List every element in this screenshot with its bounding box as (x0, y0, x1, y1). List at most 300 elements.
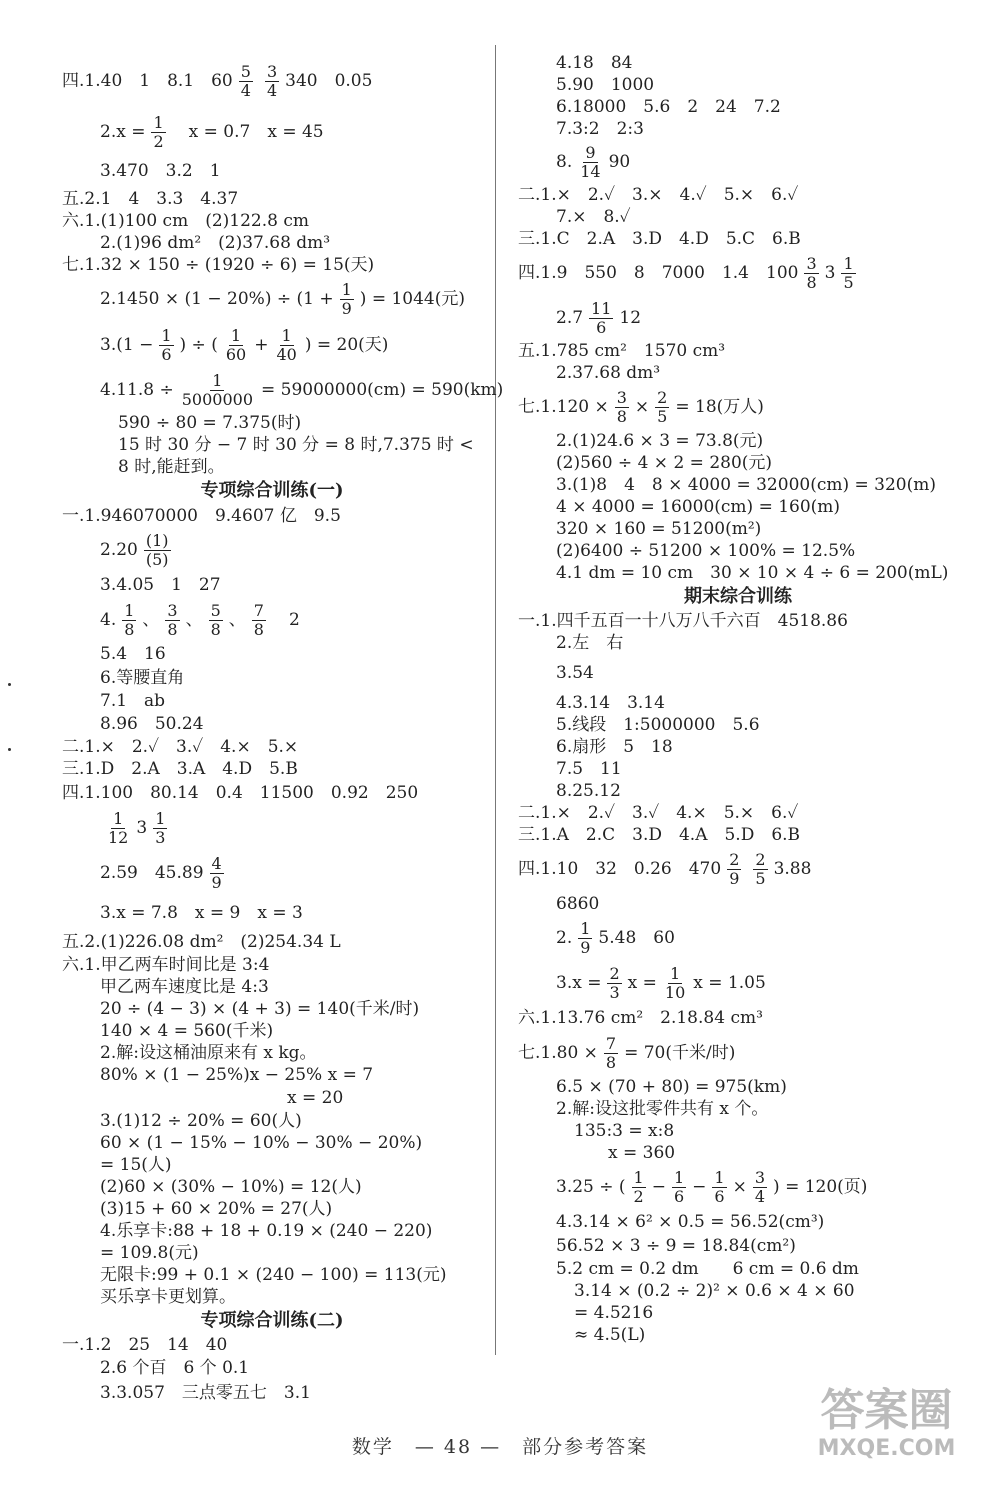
fraction (144, 532, 171, 569)
answer-text: 590 ÷ 80 = 7.375(时) (118, 413, 302, 433)
answer-text: 专项综合训练(一) (200, 480, 344, 501)
answer-text: 七.1.80 × (518, 1043, 598, 1063)
answer-text: 一.1.2 25 14 40 (62, 1335, 228, 1355)
answer-text: 8.96 50.24 (100, 714, 204, 734)
watermark-url: MXQE.COM (817, 1436, 956, 1461)
answer-line (518, 96, 958, 118)
fraction-denominator: 8 (253, 619, 264, 639)
fraction-numerator: 1 (843, 253, 854, 273)
answer-line (62, 758, 482, 780)
fraction (165, 602, 179, 639)
answer-text: 4.乐享卡:88 + 18 + 0.19 × (240 − 220) (100, 1221, 433, 1241)
fraction-denominator: 6 (596, 317, 607, 337)
answer-text: x = (627, 973, 657, 993)
fraction-numerator: 5 (210, 600, 221, 620)
answer-text: − (651, 1177, 666, 1197)
answer-text: 六.1.甲乙两车时间比是 3:4 (62, 955, 270, 975)
answer-line (518, 824, 958, 846)
answer-text: 3 (824, 263, 836, 283)
answer-line (62, 1198, 482, 1220)
answer-text: 3.14 × (0.2 ÷ 2)² × 0.6 × 4 × 60 (574, 1281, 855, 1301)
answer-line (62, 1176, 482, 1198)
answer-text: 五.1.785 cm² 1570 cm³ (518, 341, 726, 361)
answer-text: ) = 120(页) (773, 1177, 868, 1197)
answer-text: = 18(万人) (675, 397, 764, 417)
answer-text: 60 × (1 − 15% − 10% − 30% − 20%) (100, 1133, 423, 1153)
answer-text: x = 360 (574, 1143, 676, 1163)
watermark-logo (799, 1386, 974, 1461)
answer-text: ≈ 4.5(L) (574, 1325, 646, 1345)
answer-text: 2.20 (100, 540, 138, 560)
answer-text: 一.1.四千五百一十八万八千六百 4518.86 (518, 611, 848, 631)
answer-text: x = 0.7 x = 45 (171, 122, 324, 142)
answer-line (62, 1380, 482, 1406)
fraction-denominator: 8 (167, 619, 178, 639)
answer-line (518, 340, 958, 362)
answer-text: 四.1.9 550 8 7000 1.4 100 (518, 263, 799, 283)
answer-line (62, 276, 482, 322)
fraction (607, 965, 621, 1002)
section-heading (62, 1308, 482, 1334)
fraction-numerator: 2 (609, 963, 620, 983)
answer-text: 七.1.120 × (518, 397, 609, 417)
fraction (578, 920, 592, 957)
fraction-denominator: (5) (145, 549, 169, 569)
answer-text: 四.1.100 80.14 0.4 11500 0.92 250 (62, 783, 419, 803)
answer-text: 2.左 右 (556, 633, 624, 653)
answer-line (62, 528, 482, 572)
fraction (122, 602, 136, 639)
fraction-numerator: 1 (155, 808, 166, 828)
answer-line (518, 610, 958, 632)
answer-text: 4.3.14 3.14 (556, 693, 665, 713)
answer-text: 2 (271, 610, 300, 630)
answer-text: 二.1.× 2.✓ 3.✓ 4.× 5.× 6.✓ (518, 803, 799, 823)
answer-column-right (518, 52, 958, 1346)
answer-text: 3.25 ÷ ( (556, 1177, 626, 1197)
answer-text: x = 20 (100, 1088, 344, 1108)
fraction-denominator: 4 (266, 80, 278, 100)
answer-text: 8. (556, 152, 573, 172)
answer-text: 5.线段 1:5000000 5.6 (556, 715, 760, 735)
answer-line (62, 690, 482, 712)
fraction-denominator: 8 (124, 619, 135, 639)
answer-line (518, 960, 958, 1006)
answer-line (62, 850, 482, 896)
fraction (632, 1169, 646, 1206)
answer-line (62, 1286, 482, 1308)
answer-line (518, 540, 958, 562)
answer-line (518, 1280, 958, 1302)
answer-line (62, 188, 482, 210)
watermark-title: 答案圈 (820, 1385, 953, 1436)
answer-text: 四.1.10 32 0.26 470 (518, 859, 722, 879)
answer-text: 2.(1)24.6 × 3 = 73.8(元) (556, 431, 764, 451)
answer-text: 3.54 (556, 663, 594, 683)
fraction-numerator: 7 (605, 1033, 617, 1053)
answer-text: 80% × (1 − 25%)x − 25% x = 7 (100, 1065, 374, 1085)
answer-text: 2.(1)96 dm² (2)37.68 dm³ (100, 233, 331, 253)
answer-text: 2. (556, 928, 573, 948)
answer-text: × (634, 397, 650, 417)
fraction (106, 810, 130, 847)
fraction-numerator: 7 (253, 600, 264, 620)
answer-text: 320 × 160 = 51200(m²) (556, 519, 762, 539)
answer-line (518, 452, 958, 474)
fraction-numerator: 1 (124, 600, 135, 620)
answer-line (62, 254, 482, 276)
answer-line (518, 430, 958, 452)
answer-text: 6860 (556, 894, 600, 914)
answer-line (62, 712, 482, 736)
fraction-denominator: 10 (664, 982, 686, 1002)
fraction-numerator: 1 (212, 370, 223, 390)
fraction-numerator: 1 (714, 1167, 725, 1187)
answer-text: 3.4.05 1 27 (100, 575, 221, 595)
answer-text: 15 时 30 分 − 7 时 30 分 = 8 时,7.375 时 < (118, 435, 474, 455)
fraction (224, 327, 248, 364)
answer-line (518, 892, 958, 916)
fraction-numerator: 1 (341, 279, 352, 299)
answer-text: 、 (185, 610, 203, 630)
answer-text: = 109.8(元) (100, 1243, 199, 1263)
fraction-denominator: 8 (210, 619, 221, 639)
answer-text: 7.1 ab (100, 691, 166, 711)
answer-text: 8.25.12 (556, 781, 621, 801)
answer-line (62, 998, 482, 1020)
answer-line (62, 666, 482, 690)
fraction (153, 810, 167, 847)
answer-text: = 59000000(cm) = 590(km) (261, 380, 504, 400)
fraction-numerator: 3 (266, 61, 278, 81)
answer-text: ) = 20(天) (304, 335, 389, 355)
answer-text: 3.88 (773, 859, 812, 879)
fraction (209, 602, 223, 639)
answer-line (62, 434, 482, 456)
answer-line (62, 1086, 482, 1110)
fraction (578, 144, 602, 181)
fraction (180, 372, 255, 409)
answer-line (518, 654, 958, 692)
fraction-numerator: 3 (616, 387, 627, 407)
answer-line (518, 1324, 958, 1346)
answer-text: 三.1.C 2.A 3.D 4.D 5.C 6.B (518, 229, 801, 249)
fraction-denominator: 8 (605, 1052, 617, 1072)
answer-text: 四.1.40 1 8.1 60 (62, 71, 233, 91)
answer-line (518, 118, 958, 140)
answer-text: 二.1.× 2.✓ 3.✓ 4.× 5.× (62, 737, 299, 757)
fraction-numerator: 1 (673, 1167, 685, 1187)
answer-text: 90 (608, 152, 631, 172)
answer-line (62, 1154, 482, 1176)
answer-text: 无限卡:99 + 0.1 × (240 − 100) = 113(元) (100, 1265, 447, 1285)
answer-line (518, 758, 958, 780)
fraction (159, 327, 173, 364)
fraction-numerator: 1 (669, 963, 681, 983)
answer-line (62, 154, 482, 188)
fraction-numerator: 1 (230, 325, 242, 345)
answer-text: 8 时,能赶到。 (118, 457, 225, 477)
fraction-denominator: 9 (211, 872, 222, 892)
fraction-denominator: 9 (729, 868, 740, 888)
fraction-denominator: 8 (616, 406, 627, 426)
fraction (804, 255, 818, 292)
answer-line (62, 896, 482, 930)
fraction-numerator: 2 (755, 849, 766, 869)
answer-text: (2)6400 ÷ 51200 × 100% = 12.5% (556, 541, 856, 561)
fraction-denominator: 60 (225, 344, 247, 364)
answer-text: 4.18 84 (556, 53, 633, 73)
fraction-denominator: 9 (580, 937, 591, 957)
answer-text: 12 (619, 308, 642, 328)
answer-line (518, 496, 958, 518)
answer-text: = 15(人) (100, 1155, 172, 1175)
answer-text: 一.1.946070000 9.4607 亿 9.5 (62, 506, 341, 526)
answer-text: 6.5 × (70 + 80) = 975(km) (556, 1077, 787, 1097)
answer-text: 2.37.68 dm³ (556, 363, 661, 383)
fraction (672, 1169, 686, 1206)
answer-line (62, 642, 482, 666)
answer-line (62, 52, 482, 110)
answer-line (518, 1120, 958, 1142)
answer-text: 3.(1 − (100, 335, 154, 355)
answer-text: 三.1.D 2.A 3.A 4.D 5.B (62, 759, 298, 779)
answer-line (62, 1042, 482, 1064)
answer-line (62, 210, 482, 232)
answer-line (518, 1234, 958, 1258)
fraction-denominator: 8 (806, 272, 817, 292)
answer-text: 5.48 60 (598, 928, 675, 948)
fraction-numerator: (1) (145, 530, 169, 550)
answer-text: = 4.5216 (574, 1303, 654, 1323)
answer-text: 3.(1)8 4 8 × 4000 = 32000(cm) = 320(m) (556, 475, 936, 495)
answer-text: 7.3:2 2:3 (556, 119, 644, 139)
fraction-denominator: 5 (755, 868, 766, 888)
answer-text: 3.x = 7.8 x = 9 x = 3 (100, 903, 303, 923)
answer-line (518, 632, 958, 654)
fraction (210, 855, 224, 892)
fraction-denominator: 5 (657, 406, 668, 426)
answer-text: 五.2.1 4 3.3 4.37 (62, 189, 239, 209)
fraction-numerator: 2 (729, 849, 740, 869)
fraction-denominator: 14 (580, 161, 601, 181)
fraction (753, 851, 767, 888)
scan-mark (8, 683, 11, 686)
fraction-denominator: 3 (155, 827, 166, 847)
answer-text: 2.6 个百 6 个 0.1 (100, 1358, 250, 1378)
answer-line (518, 1098, 958, 1120)
answer-text: 买乐享卡更划算。 (100, 1287, 236, 1307)
answer-text: ) ÷ ( (179, 335, 218, 355)
answer-line (62, 1264, 482, 1286)
answer-text: 、 (228, 610, 246, 630)
answer-text: 3.(1)12 ÷ 20% = 60(人) (100, 1111, 302, 1131)
answer-line (62, 232, 482, 254)
answer-text: (3)15 + 60 × 20% = 27(人) (100, 1199, 333, 1219)
fraction (753, 1169, 767, 1206)
fraction (265, 63, 279, 100)
answer-text: 甲乙两车速度比是 4:3 (100, 977, 269, 997)
answer-text: 4.3.14 × 6² × 0.5 = 56.52(cm³) (556, 1212, 825, 1232)
answer-line (518, 1164, 958, 1210)
answer-text: 3 (136, 818, 148, 838)
fraction (615, 389, 629, 426)
fraction (274, 327, 298, 364)
answer-line (62, 1334, 482, 1356)
answer-line (518, 1210, 958, 1234)
fraction-numerator: 3 (806, 253, 817, 273)
answer-text: 3.470 3.2 1 (100, 161, 221, 181)
answer-text: 三.1.A 2.C 3.D 4.A 5.D 6.B (518, 825, 801, 845)
fraction (727, 851, 741, 888)
answer-text: + (254, 335, 269, 355)
fraction (663, 965, 687, 1002)
fraction-numerator: 11 (591, 298, 612, 318)
answer-line (518, 1258, 958, 1280)
answer-line (62, 1220, 482, 1242)
fraction-denominator: 5000000 (181, 389, 253, 409)
answer-line (62, 598, 482, 642)
fraction (151, 114, 165, 151)
fraction-denominator: 5 (843, 272, 854, 292)
answer-line (518, 384, 958, 430)
answer-line (518, 250, 958, 296)
answer-text: 4.11.8 ÷ (100, 380, 174, 400)
fraction-denominator: 6 (161, 344, 172, 364)
section-heading (62, 478, 482, 504)
answer-line (62, 736, 482, 758)
answer-line (518, 736, 958, 758)
answer-line (62, 412, 482, 434)
answer-line (518, 474, 958, 496)
answer-text: 6.扇形 5 18 (556, 737, 673, 757)
answer-line (62, 954, 482, 976)
answer-line (62, 368, 504, 412)
fraction-denominator: 4 (240, 80, 251, 100)
answer-text: 2.x = (100, 122, 146, 142)
answer-text: 2.解:设这批零件共有 x 个。 (556, 1099, 769, 1119)
fraction-denominator: 40 (276, 344, 297, 364)
answer-line (518, 296, 958, 340)
answer-text: 7.× 8.✓ (556, 207, 631, 227)
answer-text: 340 0.05 (285, 71, 373, 91)
fraction (841, 255, 855, 292)
answer-line (62, 976, 482, 998)
answer-text: 2.解:设这桶油原来有 x kg。 (100, 1043, 317, 1063)
answer-text: 、 (142, 610, 160, 630)
answer-line (62, 572, 482, 598)
section-heading (518, 584, 958, 610)
fraction-numerator: 4 (211, 853, 222, 873)
answer-text: 4.1 dm = 10 cm 30 × 10 × 4 ÷ 6 = 200(mL) (556, 563, 949, 583)
answer-line (62, 322, 482, 368)
answer-text: x = 1.05 (693, 973, 766, 993)
answer-line (62, 110, 482, 154)
fraction-numerator: 1 (161, 325, 172, 345)
scan-mark (8, 748, 11, 751)
answer-text: 期末综合训练 (684, 586, 792, 607)
answer-text: 二.1.× 2.✓ 3.× 4.✓ 5.× 6.✓ (518, 185, 799, 205)
answer-line (518, 518, 958, 540)
answer-text: 4. (100, 610, 117, 630)
fraction-numerator: 1 (281, 325, 292, 345)
answer-text: 56.52 × 3 ÷ 9 = 18.84(cm²) (556, 1236, 796, 1256)
answer-line (62, 930, 482, 954)
answer-line (518, 52, 958, 74)
answer-text: 7.5 11 (556, 759, 622, 779)
answer-line (62, 1020, 482, 1042)
answer-line (62, 456, 482, 478)
answer-line (518, 1302, 958, 1324)
page-footer: 数学 — 48 — 部分参考答案 (351, 1436, 649, 1458)
fraction-numerator: 3 (167, 600, 178, 620)
fraction-numerator: 1 (153, 112, 164, 132)
answer-text: 6.18000 5.6 2 24 7.2 (556, 97, 781, 117)
answer-text: = 70(千米/时) (624, 1043, 736, 1063)
answer-text: 六.1.(1)100 cm (2)122.8 cm (62, 211, 309, 231)
fraction-denominator: 2 (633, 1186, 644, 1206)
answer-line (518, 802, 958, 824)
answer-text: 六.1.13.76 cm² 2.18.84 cm³ (518, 1008, 763, 1028)
answer-line (518, 1142, 958, 1164)
answer-line (62, 504, 482, 528)
answer-text: 5.4 16 (100, 644, 166, 664)
answer-line (62, 780, 482, 806)
fraction-numerator: 3 (754, 1167, 766, 1187)
answer-text: 2.1450 × (1 − 20%) ÷ (1 + (100, 289, 334, 309)
answer-line (518, 184, 958, 206)
fraction (712, 1169, 726, 1206)
answer-text: 4 × 4000 = 16000(cm) = 160(m) (556, 497, 841, 517)
fraction-numerator: 2 (657, 387, 668, 407)
fraction-numerator: 1 (633, 1167, 644, 1187)
answer-line (62, 1242, 482, 1264)
fraction (589, 300, 613, 337)
answer-line (518, 780, 958, 802)
fraction-numerator: 1 (580, 918, 591, 938)
answer-line (518, 714, 958, 736)
answer-text: 3.x = (556, 973, 602, 993)
column-divider (495, 45, 496, 1355)
answer-text: 专项综合训练(二) (200, 1310, 344, 1331)
answer-line (62, 1132, 482, 1154)
answer-line (518, 1006, 958, 1030)
answer-text: 3.3.057 三点零五七 3.1 (100, 1383, 311, 1403)
answer-text: 2.7 (556, 308, 584, 328)
fraction-numerator: 9 (585, 142, 596, 162)
answer-line (518, 228, 958, 250)
fraction-numerator: 5 (240, 61, 251, 81)
answer-text: ) = 1044(元) (359, 289, 466, 309)
answer-line (62, 1064, 482, 1086)
answer-text: 2.59 45.89 (100, 863, 204, 883)
answer-line (518, 1076, 958, 1098)
answer-text: 5.90 1000 (556, 75, 655, 95)
fraction-denominator: 9 (341, 298, 352, 318)
answer-line (62, 1356, 482, 1380)
fraction (252, 602, 266, 639)
fraction (340, 281, 354, 318)
answer-line (518, 362, 958, 384)
fraction-denominator: 3 (609, 982, 620, 1002)
answer-text: − (692, 1177, 707, 1197)
answer-line (518, 74, 958, 96)
fraction (655, 389, 669, 426)
fraction-denominator: 2 (153, 131, 164, 151)
answer-column-left (62, 52, 504, 1406)
fraction-denominator: 4 (754, 1186, 766, 1206)
answer-text: 5.2 cm = 0.2 dm 6 cm = 0.6 dm (556, 1259, 859, 1279)
